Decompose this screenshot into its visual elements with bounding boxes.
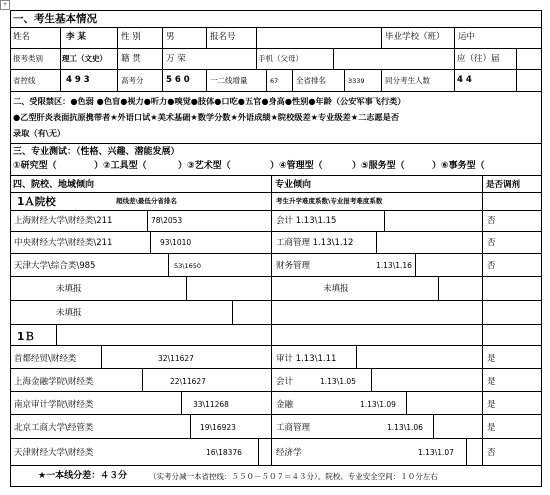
a3-stat: 53\1650 [174, 262, 202, 270]
cell-divider [292, 69, 293, 91]
test-item-manage[interactable]: ）④管理型（ [270, 161, 323, 171]
column-divider [482, 175, 483, 465]
cell-divider [384, 210, 385, 231]
cell-divider [162, 69, 163, 91]
cell-divider [333, 48, 334, 69]
a1-school[interactable]: 上海财经大学\财经类\211 [14, 216, 113, 226]
cell-divider [162, 27, 163, 48]
row-divider [10, 210, 542, 211]
a2-stat: 93\1010 [160, 238, 192, 247]
cell-divider [356, 345, 357, 368]
cell-divider [117, 48, 118, 69]
b3-major-value: 1.13\1.09 [360, 400, 396, 409]
cell-divider [454, 48, 455, 69]
rank-label: 全省排名 [296, 76, 326, 85]
cell-divider [60, 48, 61, 69]
b4-adjust[interactable]: 是 [487, 423, 496, 433]
a1-major[interactable]: 会计 1.13\1.15 [276, 216, 337, 226]
category-label: 报考类别 [13, 54, 43, 63]
row-divider [10, 391, 542, 392]
b5-school[interactable]: 天津财经大学\财经类 [14, 448, 94, 458]
a5-school[interactable]: 未填报 [56, 308, 82, 318]
cell-divider [60, 27, 61, 48]
footer-summary-bold: ★一本线分差：４３分 [38, 471, 128, 481]
cell-divider [206, 27, 207, 48]
same-score-label: 同分考生人数 [385, 76, 430, 85]
b2-stat: 22\11627 [170, 377, 206, 386]
restrictions-line-1: 二、受限禁区：●色弱 ●色盲●视力●听力●嗅觉●肢体●口吃●五官●身高●性别●年龄（公安军事飞行类） [13, 96, 406, 106]
school-label: 毕业学校（班） [385, 32, 445, 42]
cell-divider [454, 27, 455, 48]
cell-divider [190, 414, 191, 438]
a1-adjust[interactable]: 否 [487, 216, 496, 226]
a2-major[interactable]: 工商管理 1.13\1.12 [276, 238, 354, 248]
gender-label: 性 别 [121, 32, 141, 42]
b2-major[interactable]: 会计 [276, 377, 294, 387]
cell-divider [381, 27, 382, 48]
table-move-handle-icon[interactable]: + [0, 0, 10, 10]
a2-adjust[interactable]: 否 [487, 238, 496, 248]
restrictions-line-2: ●乙型肝炎表面抗原携带者★外语口试★美术基础★数学分数★外语成绩★院校级差★专业级差★二志愿是否 [13, 112, 400, 122]
score-label: 高考分 [121, 76, 144, 85]
cell-divider [147, 210, 148, 231]
test-item-tool[interactable]: ）②工具型（ [94, 161, 147, 171]
cell-divider [168, 253, 169, 276]
group-b-label: 1Ｂ [17, 331, 35, 343]
exam-no-label: 报名号 [210, 32, 236, 42]
cell-divider [344, 69, 345, 91]
b4-school[interactable]: 北京工商大学\经管类 [14, 423, 94, 433]
a3-school[interactable]: 天津大学\综合类\985 [14, 261, 96, 271]
table-border-right [541, 10, 542, 487]
a4-major[interactable]: 未填报 [323, 284, 349, 294]
section3-title: 三、专业测试：（性格、兴趣、潜能发展） [13, 147, 180, 157]
a2-school[interactable]: 中央财经大学\财经类\211 [14, 238, 113, 248]
cell-divider [438, 276, 439, 300]
b5-adjust[interactable]: 否 [487, 448, 496, 458]
name-value[interactable]: 李 某 [66, 32, 86, 42]
row-divider [10, 192, 542, 193]
line-increment-label: 一二线增量 [210, 76, 248, 85]
row-divider [10, 324, 542, 325]
row-divider [10, 276, 542, 277]
name-label: 姓名 [13, 32, 31, 42]
cell-divider [162, 48, 163, 69]
b3-major[interactable]: 金融 [276, 400, 294, 410]
cell-divider [454, 69, 455, 91]
table-border-top [10, 10, 542, 11]
row-divider [10, 465, 542, 466]
cell-divider [466, 438, 467, 465]
cell-divider [256, 27, 257, 48]
row-divider [10, 253, 542, 254]
b1-stat: 32\11627 [158, 354, 194, 363]
b5-major[interactable]: 经济学 [276, 448, 302, 458]
a1-stat: 78\2053 [151, 216, 183, 225]
cell-divider [381, 69, 382, 91]
row-divider [10, 345, 542, 346]
table-border-left [10, 10, 11, 487]
cell-divider [117, 69, 118, 91]
cell-divider [150, 231, 151, 253]
origin-value[interactable]: 万 荣 [166, 54, 186, 64]
school-value[interactable]: 运中 [458, 32, 476, 42]
row-divider [10, 69, 542, 70]
test-item-service[interactable]: ）⑤服务型（ [352, 161, 405, 171]
b5-stat: 16\18376 [206, 448, 242, 457]
b1-school[interactable]: 首都经贸\财经类 [14, 354, 77, 364]
control-line-value[interactable]: 4 9 3 [66, 75, 90, 85]
section1-title: 一、考生基本情况 [13, 13, 97, 25]
b4-stat: 19\16923 [200, 423, 236, 432]
a3-adjust[interactable]: 否 [487, 261, 496, 271]
row-divider [10, 438, 542, 439]
a3-major[interactable]: 财务管理 [276, 261, 311, 271]
grad-label: 应（往）届 [457, 54, 500, 64]
a3-major-value: 1.13\1.16 [376, 261, 412, 270]
cell-divider [258, 438, 259, 465]
group-a-right-header: 考生升学难度系数\专业报考难度系数 [276, 197, 383, 205]
control-line-label: 省控线 [13, 76, 36, 85]
column-divider [271, 175, 272, 465]
restrictions-line-3: 录取（有\无） [13, 128, 66, 138]
cell-divider [60, 69, 61, 91]
cell-divider [376, 231, 377, 253]
cell-divider [56, 324, 57, 345]
phone-label: 手机（父母） [258, 54, 303, 63]
b2-major-value: 1.13\1.05 [320, 377, 356, 386]
row-divider [10, 231, 542, 232]
cell-divider [256, 48, 257, 69]
adjust-column-title: 是否调剂 [486, 180, 521, 190]
b5-major-value: 1.13\1.07 [418, 448, 454, 457]
cell-divider [406, 391, 407, 414]
b1-major[interactable]: 审计 1.13\1.11 [276, 354, 337, 364]
gender-value[interactable]: 男 [166, 32, 175, 42]
cell-divider [415, 253, 416, 276]
table-border-bottom [10, 486, 542, 487]
b3-adjust[interactable]: 是 [487, 400, 496, 410]
cell-divider [266, 69, 267, 91]
b2-adjust[interactable]: 是 [487, 377, 496, 387]
b1-adjust[interactable]: 是 [487, 354, 496, 364]
b3-school[interactable]: 南京审计学院\财经类 [14, 400, 94, 410]
b4-major[interactable]: 工商管理 [276, 423, 311, 433]
cell-divider [516, 48, 517, 69]
rank-value[interactable]: 3339 [348, 77, 365, 85]
origin-label: 籍 贯 [121, 54, 141, 64]
row-divider [10, 175, 542, 176]
b4-major-value: 1.13\1.06 [387, 423, 423, 432]
a4-school[interactable]: 未填报 [56, 284, 82, 294]
row-divider [10, 48, 542, 49]
test-item-research[interactable]: ①研究型（ [13, 161, 57, 171]
major-column-title: 专业倾向 [275, 180, 312, 190]
row-divider [10, 368, 542, 369]
score-value[interactable]: 5 6 0 [166, 75, 190, 85]
row-divider [10, 27, 542, 28]
b3-stat: 33\11268 [193, 400, 229, 409]
row-divider [10, 300, 542, 301]
row-divider [10, 91, 542, 92]
cell-divider [371, 368, 372, 391]
cell-divider [516, 69, 517, 91]
cell-divider [232, 300, 233, 324]
category-value[interactable]: 理工（文史） [62, 54, 107, 63]
cell-divider [181, 391, 182, 414]
cell-divider [186, 276, 187, 300]
test-item-art[interactable]: ）③艺术型（ [178, 161, 231, 171]
footer-summary-detail: （实考分减一本省控线：５５０－５０７＝４３分）。院校、专业安全空间：１０分左右 [149, 472, 438, 481]
same-score-value[interactable]: 4 4 [457, 75, 472, 85]
cell-divider [101, 345, 102, 368]
group-a-label: 1Ａ院校 [17, 196, 56, 208]
cell-divider [433, 414, 434, 438]
test-item-affairs[interactable]: ）⑥事务型（ [432, 161, 485, 171]
group-a-left-header: 超线差\最低分省排名 [116, 197, 177, 205]
row-divider [10, 414, 542, 415]
section4-title: 四、院校、地域倾向 [13, 180, 95, 190]
line-increment-value[interactable]: 67 [270, 77, 279, 85]
cell-divider [206, 69, 207, 91]
cell-divider [117, 27, 118, 48]
cell-divider [142, 368, 143, 391]
b2-school[interactable]: 上海金融学院\财经类 [14, 377, 94, 387]
row-divider [10, 143, 542, 144]
